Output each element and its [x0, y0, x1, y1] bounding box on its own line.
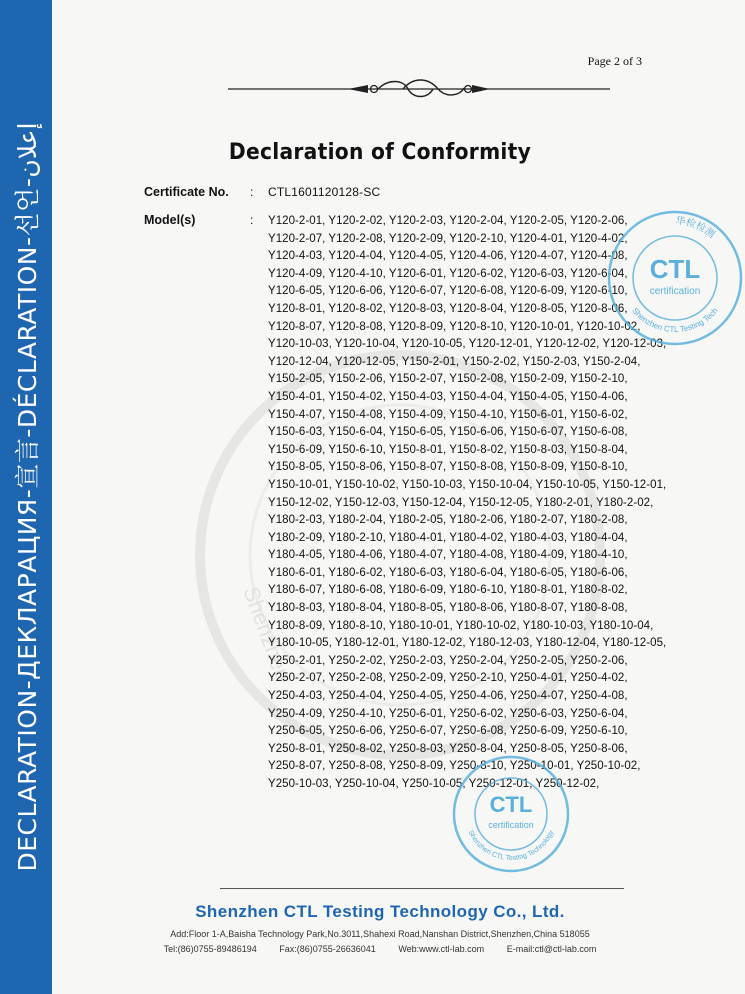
ctl-stamp-top [605, 208, 745, 348]
model-line: Y150-4-07, Y150-4-08, Y150-4-09, Y150-4-10, Y150-6-01, Y150-6-02, [268, 408, 628, 421]
page-number: Page 2 of 3 [587, 54, 642, 68]
stamp-bottom-ring: Shenzhen CTL Testing Technology [466, 829, 556, 862]
model-line: Y120-2-01, Y120-2-02, Y120-2-03, Y120-2-04, Y120-2-05, Y120-2-06, [268, 215, 628, 227]
stamp-bottom-ctl: CTL [489, 792, 533, 817]
footer-divider [220, 888, 624, 889]
model-line: Y180-2-03, Y180-2-04, Y180-2-05, Y180-2-06, Y180-2-07, Y180-2-08, [268, 514, 628, 527]
contact-web: Web:www.ctl-lab.com [398, 944, 485, 954]
watermark-text: Shenzhen [238, 583, 296, 685]
model-line: Y150-6-09, Y150-6-10, Y150-8-01, Y150-8-02, Y150-8-03, Y150-8-04, [268, 443, 628, 456]
model-line: Y120-8-07, Y120-8-08, Y120-8-09, Y120-8-10, Y120-10-01, Y120-10-02, [268, 320, 641, 333]
model-line: Y180-2-09, Y180-2-10, Y180-4-01, Y180-4-02, Y180-4-03, Y180-4-04, [268, 531, 628, 544]
stamp-top-chinese: 华检检测 [674, 215, 717, 241]
ornament-divider-icon [228, 74, 610, 104]
model-line: Y150-10-01, Y150-10-02, Y150-10-03, Y150-10-04, Y150-10-05, Y150-12-01, [268, 478, 667, 491]
model-line: Y180-6-01, Y180-6-02, Y180-6-03, Y180-6-04, Y180-6-05, Y180-6-06, [268, 566, 628, 579]
model-line: Y180-4-05, Y180-4-06, Y180-4-07, Y180-4-08, Y180-4-09, Y180-4-10, [268, 549, 628, 562]
model-line: Y250-10-03, Y250-10-04, Y250-10-05, Y250-12-01, Y250-12-02, [268, 778, 600, 790]
model-line: Y120-10-03, Y120-10-04, Y120-10-05, Y120-12-01, Y120-12-02, Y120-12-03, [268, 338, 667, 351]
contact-fax: Fax:(86)0755-26636041 [279, 944, 376, 954]
model-line: Y250-4-09, Y250-4-10, Y250-6-01, Y250-6-02, Y250-6-03, Y250-6-04, [268, 707, 628, 720]
sidebar-multilingual-text: DECLARATION-ДЕКЛАРАЦИЯ-宣言-DÉCLARATION-선언-إعلان [13, 122, 42, 872]
document-title: Declaration of Conformity [228, 140, 532, 165]
model-line: Y250-8-01, Y250-8-02, Y250-8-03, Y250-8-04, Y250-8-05, Y250-8-06, [268, 742, 628, 755]
model-line: Y250-6-05, Y250-6-06, Y250-6-07, Y250-6-08, Y250-6-09, Y250-6-10, [268, 725, 628, 738]
model-line: Y180-6-07, Y180-6-08, Y180-6-09, Y180-6-10, Y180-8-01, Y180-8-02, [268, 584, 628, 597]
certificate-colon: : [250, 185, 254, 199]
model-line: Y180-8-09, Y180-8-10, Y180-10-01, Y180-10-02, Y180-10-03, Y180-10-04, [268, 619, 654, 632]
model-line: Y120-6-05, Y120-6-06, Y120-6-07, Y120-6-08, Y120-6-09, Y120-6-10, [268, 285, 628, 298]
stamp-top-certification: certification [649, 286, 701, 297]
model-line: Y120-4-09, Y120-4-10, Y120-6-01, Y120-6-02, Y120-6-03, Y120-6-04, [268, 267, 628, 280]
ctl-stamp-bottom [451, 754, 571, 874]
model-line: Y150-8-05, Y150-8-06, Y150-8-07, Y150-8-08, Y150-8-09, Y150-8-10, [268, 461, 628, 474]
company-contact [60, 944, 700, 954]
contact-email: E-mail:ctl@ctl-lab.com [506, 944, 597, 954]
model-line: Y180-8-03, Y180-8-04, Y180-8-05, Y180-8-06, Y180-8-07, Y180-8-08, [268, 602, 628, 615]
models-colon: : [250, 213, 254, 227]
model-line: Y250-2-07, Y250-2-08, Y250-2-09, Y250-2-10, Y250-4-01, Y250-4-02, [268, 672, 628, 685]
declaration-sidebar [0, 0, 52, 994]
stamp-bottom-certification: certification [488, 820, 534, 830]
model-line: Y250-4-03, Y250-4-04, Y250-4-05, Y250-4-06, Y250-4-07, Y250-4-08, [268, 690, 628, 703]
model-line: Y250-8-07, Y250-8-08, Y250-8-09, Y250-8-10, Y250-10-01, Y250-10-02, [268, 760, 641, 773]
stamp-top-ring: Shenzhen CTL Testing Tech [630, 306, 720, 335]
model-line: Y150-6-03, Y150-6-04, Y150-6-05, Y150-6-06, Y150-6-07, Y150-6-08, [268, 426, 628, 439]
company-name: Shenzhen CTL Testing Technology Co., Ltd. [195, 902, 565, 921]
model-line: Y150-2-05, Y150-2-06, Y150-2-07, Y150-2-08, Y150-2-09, Y150-2-10, [268, 373, 628, 386]
model-line: Y120-2-07, Y120-2-08, Y120-2-09, Y120-2-10, Y120-4-01, Y120-4-02, [268, 232, 628, 245]
model-line: Y150-12-02, Y150-12-03, Y150-12-04, Y150-12-05, Y180-2-01, Y180-2-02, [268, 496, 654, 509]
model-line: Y250-2-01, Y250-2-02, Y250-2-03, Y250-2-04, Y250-2-05, Y250-2-06, [268, 654, 628, 667]
model-line: Y120-8-01, Y120-8-02, Y120-8-03, Y120-8-04, Y120-8-05, Y120-8-06, [268, 302, 628, 315]
contact-tel: Tel:(86)0755-89486194 [163, 944, 257, 954]
models-label: Model(s) [144, 213, 196, 227]
stamp-top-ctl: CTL [649, 254, 701, 284]
company-address: Add:Floor 1-A,Baisha Technology Park,No.3011,Shahexi Road,Nanshan District,Shenzhen,China 518055 [170, 929, 590, 939]
model-line: Y120-4-03, Y120-4-04, Y120-4-05, Y120-4-06, Y120-4-07, Y120-4-08, [268, 250, 628, 263]
model-line: Y180-10-05, Y180-12-01, Y180-12-02, Y180-12-03, Y180-12-04, Y180-12-05, [268, 637, 667, 650]
certificate-label: Certificate No. [144, 185, 229, 199]
certificate-number: CTL1601120128-SC [268, 185, 381, 199]
model-line: Y120-12-04, Y120-12-05, Y150-2-01, Y150-2-02, Y150-2-03, Y150-2-04, [268, 355, 641, 368]
model-line: Y150-4-01, Y150-4-02, Y150-4-03, Y150-4-04, Y150-4-05, Y150-4-06, [268, 390, 628, 403]
